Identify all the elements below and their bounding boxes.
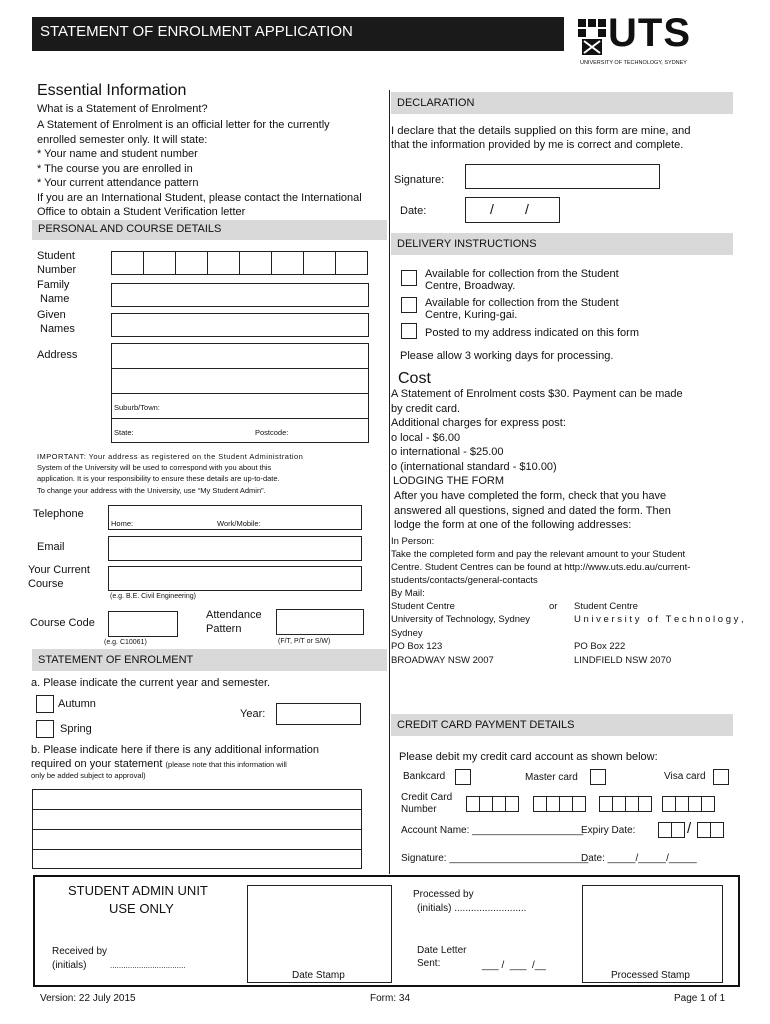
date-separators: / / — [490, 201, 529, 217]
family-name-label-2: Name — [40, 293, 70, 305]
email-label: Email — [37, 541, 65, 553]
cc-number-group-4[interactable] — [662, 796, 714, 812]
column-divider — [389, 90, 390, 874]
declaration-heading: DECLARATION — [391, 92, 733, 114]
student-number-input[interactable] — [111, 251, 367, 275]
visa-checkbox[interactable] — [713, 769, 729, 785]
processed-stamp-box — [582, 885, 723, 983]
personal-heading: PERSONAL AND COURSE DETAILS — [32, 220, 387, 240]
kuringgai-checkbox[interactable] — [401, 297, 417, 313]
suburb-label: Suburb/Town: — [114, 403, 160, 412]
addr1-line-2: University of Technology, Sydney — [391, 614, 531, 625]
expiry-slash: / — [687, 820, 692, 837]
cost-line-3: Additional charges for express post: — [391, 417, 566, 429]
date-stamp-label: Date Stamp — [292, 970, 345, 981]
declaration-line-2: that the information provided by me is correct and complete. — [391, 139, 684, 151]
uts-logo — [578, 11, 706, 67]
processed-initials: (initials) .......................... — [417, 903, 527, 914]
important-line-4: To change your address with the University, use “My Student Admin”. — [37, 486, 266, 495]
attendance-label-2: Pattern — [206, 623, 242, 635]
lodge-line-3: lodge the form at one of the following addresses: — [394, 519, 632, 531]
signature-label: Signature: — [394, 174, 445, 186]
spring-label: Spring — [60, 723, 92, 735]
admin-title-1: STUDENT ADMIN UNIT — [68, 883, 208, 898]
received-dots: .................................. — [110, 961, 186, 970]
logo-subtitle: UNIVERSITY OF TECHNOLOGY, SYDNEY — [580, 60, 687, 66]
soe-heading: STATEMENT OF ENROLMENT — [32, 649, 387, 671]
cost-heading: Cost — [398, 370, 431, 387]
essential-line-4: * The course you are enrolled in — [37, 163, 193, 175]
delivery-heading: DELIVERY INSTRUCTIONS — [391, 233, 733, 255]
student-number-label: Student — [37, 250, 75, 262]
addr1-line-4: PO Box 123 — [391, 641, 443, 652]
telephone-label: Telephone — [33, 508, 84, 520]
attendance-label: Attendance — [206, 609, 262, 621]
cost-line-4: o local - $6.00 — [391, 432, 461, 444]
addr2-line-4: PO Box 222 — [574, 641, 626, 652]
bankcard-label: Bankcard — [403, 771, 446, 782]
year-label: Year: — [240, 708, 266, 720]
mastercard-checkbox[interactable] — [590, 769, 606, 785]
soe-question-b2: required on your statement (please note that this information will — [31, 758, 287, 770]
declaration-line-1: I declare that the details supplied on this form are mine, and — [391, 125, 691, 137]
given-names-label-2: Names — [40, 323, 75, 335]
address-input[interactable] — [111, 343, 369, 443]
autumn-checkbox[interactable] — [36, 695, 54, 713]
important-line-2: System of the University will be used to correspond with you about this — [37, 463, 272, 472]
essential-question: What is a Statement of Enrolment? — [37, 103, 208, 115]
course-label-2: Course — [28, 578, 64, 590]
essential-line-2: enrolled semester only. It will state: — [37, 134, 208, 146]
addr1-line-5: BROADWAY NSW 2007 — [391, 655, 494, 666]
signature-input[interactable] — [465, 164, 660, 189]
cc-number-label: Credit Card — [401, 792, 453, 803]
bankcard-checkbox[interactable] — [455, 769, 471, 785]
course-input[interactable] — [108, 566, 362, 591]
footer-version: Version: 22 July 2015 — [40, 993, 136, 1004]
date-stamp-box — [247, 885, 392, 983]
uts-crest-icon — [578, 19, 606, 55]
cost-line-5: o international - $25.00 — [391, 446, 504, 458]
visa-label: Visa card — [664, 771, 706, 782]
form-title: STATEMENT OF ENROLMENT APPLICATION — [40, 23, 353, 40]
footer-page: Page 1 of 1 — [674, 993, 726, 1004]
or-label: or — [549, 601, 558, 612]
email-input[interactable] — [108, 536, 362, 561]
credit-heading: CREDIT CARD PAYMENT DETAILS — [391, 714, 733, 736]
essential-line-5: * Your current attendance pattern — [37, 177, 199, 189]
date-letter-label: Date Letter — [417, 945, 467, 956]
postcode-label: Postcode: — [255, 428, 289, 437]
course-example: (e.g. B.E. Civil Engineering) — [110, 593, 196, 600]
essential-line-7: Office to obtain a Student Verification letter — [37, 206, 246, 218]
expiry-month-input[interactable] — [658, 822, 684, 838]
given-names-label: Given — [37, 309, 66, 321]
important-line-1: IMPORTANT: Your address as registered on the Student Administration — [37, 452, 304, 461]
given-names-input[interactable] — [111, 313, 369, 337]
account-name: Account Name: ____________________ — [401, 825, 584, 836]
sent-label: Sent: — [417, 958, 441, 969]
cost-line-6: o (international standard - $10.00) — [391, 461, 557, 473]
state-label: State: — [114, 428, 134, 437]
soe-question-b3: only be added subject to approval) — [31, 771, 146, 780]
lodge-line-1: After you have completed the form, check that you have — [394, 490, 667, 502]
addr1-line-3: Sydney — [391, 628, 423, 639]
admin-title-2: USE ONLY — [109, 901, 174, 916]
attendance-example: (F/T, P/T or S/W) — [278, 638, 331, 645]
cc-number-group-3[interactable] — [599, 796, 651, 812]
in-person-line-1: Take the completed form and pay the relevant amount to your Student — [391, 549, 686, 560]
spring-checkbox[interactable] — [36, 720, 54, 738]
course-code-example: (e.g. C10061) — [104, 639, 147, 646]
expiry-label: Expiry Date: — [581, 825, 636, 836]
addr2-line-5: LINDFIELD NSW 2070 — [574, 655, 672, 666]
footer-form: Form: 34 — [370, 993, 411, 1004]
work-label: Work/Mobile: — [217, 519, 261, 528]
year-input[interactable] — [276, 703, 361, 725]
received-label: Received by — [52, 946, 108, 957]
logo-text: UTS — [608, 11, 691, 55]
in-person-line-2: Centre. Student Centres can be found at http://www.uts.edu.au/current- — [391, 562, 691, 573]
addr2-line-1: Student Centre — [574, 601, 638, 612]
processed-label: Processed by — [413, 889, 474, 900]
essential-heading: Essential Information — [37, 82, 187, 99]
processed-stamp-label: Processed Stamp — [611, 970, 690, 981]
cost-line-7: LODGING THE FORM — [393, 475, 505, 487]
credit-intro: Please debit my credit card account as shown below: — [399, 751, 658, 763]
addr1-line-1: Student Centre — [391, 601, 455, 612]
delivery-opt1-line2: Centre, Broadway. — [425, 280, 516, 292]
home-label: Home: — [111, 519, 134, 528]
delivery-opt3: Posted to my address indicated on this form — [425, 327, 639, 339]
delivery-opt1-line1: Available for collection from the Student — [425, 268, 619, 280]
student-number-label-2: Number — [37, 264, 77, 276]
family-name-input[interactable] — [111, 283, 369, 307]
additional-info-input[interactable] — [32, 789, 362, 869]
family-name-label: Family — [37, 279, 70, 291]
attendance-input[interactable] — [276, 609, 364, 635]
cc-date: Date: _____/_____/_____ — [581, 853, 697, 864]
title-bar — [32, 17, 564, 51]
cc-number-group-1[interactable] — [466, 796, 518, 812]
date-input[interactable] — [465, 197, 560, 223]
course-label: Your Current — [28, 564, 90, 576]
sent-blanks: ___ / ___ /__ — [482, 960, 546, 971]
important-line-3: application. It is your responsibility to ensure these details are up-to-date. — [37, 474, 280, 483]
delivery-opt2-line2: Centre, Kuring-gai. — [425, 309, 518, 321]
delivery-allow: Please allow 3 working days for processing. — [400, 350, 614, 362]
cc-number-label-2: Number — [401, 804, 437, 815]
by-mail-label: By Mail: — [391, 588, 425, 599]
autumn-label: Autumn — [58, 698, 96, 710]
date-label: Date: — [400, 205, 427, 217]
essential-line-1: A Statement of Enrolment is an official letter for the currently — [37, 119, 330, 131]
delivery-opt2-line1: Available for collection from the Student — [425, 297, 619, 309]
cc-signature: Signature: _________________________ — [401, 853, 589, 864]
received-initials: (initials) — [52, 960, 87, 971]
soe-question-a: a. Please indicate the current year and semester. — [31, 677, 271, 689]
soe-question-b1: b. Please indicate here if there is any additional information — [31, 744, 320, 756]
expiry-year-input[interactable] — [697, 822, 723, 838]
essential-line-3: * Your name and student number — [37, 148, 198, 160]
in-person-label: In Person: — [391, 536, 435, 547]
in-person-line-3: students/contacts/general-contacts — [391, 575, 538, 586]
addr2-line-2: U n i v e r s i t y o f T e c h n o l o g y , — [574, 614, 744, 625]
cost-line-1: A Statement of Enrolment costs $30. Payment can be made — [391, 388, 683, 400]
post-checkbox[interactable] — [401, 323, 417, 339]
essential-line-6: If you are an International Student, please contact the International — [37, 192, 362, 204]
mastercard-label: Master card — [525, 772, 578, 783]
course-code-label: Course Code — [30, 617, 95, 629]
cost-line-2: by credit card. — [391, 403, 461, 415]
cc-number-group-2[interactable] — [533, 796, 585, 812]
lodge-line-2: answered all questions, signed and dated the form. Then — [394, 505, 671, 517]
telephone-input[interactable] — [108, 505, 362, 530]
broadway-checkbox[interactable] — [401, 270, 417, 286]
course-code-input[interactable] — [108, 611, 178, 637]
address-label: Address — [37, 349, 78, 361]
